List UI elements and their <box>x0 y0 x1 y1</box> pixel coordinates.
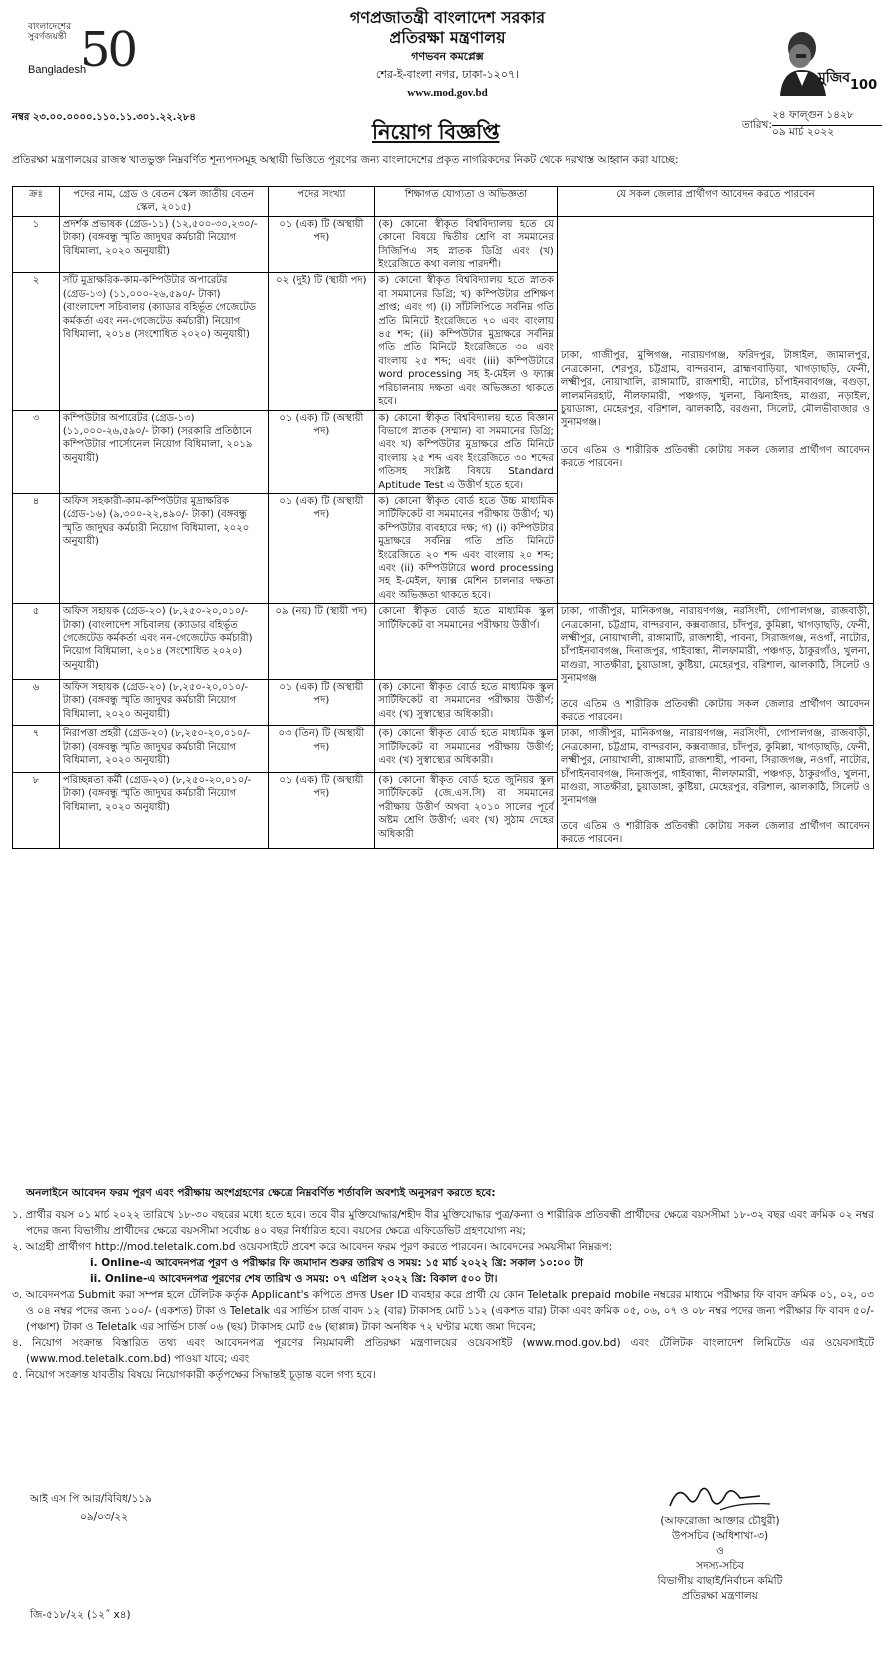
government-name: গণপ্রজাতন্ত্রী বাংলাদেশ সরকার <box>349 8 546 27</box>
header-serial: ক্রঃ <box>13 187 60 217</box>
date-english: ০৯ মার্চ ২০২২ <box>772 126 835 138</box>
row-serial: ৫ <box>13 604 60 680</box>
row-post: পরিচ্ছন্নতা কর্মী (গ্রেড-২০) (৮,২৫০-২০,০১০/- টাকা) (বঙ্গবন্ধু স্মৃতি জাদুঘর কর্মচারী নিয়োগ বিধিমালা, ২০২০ অনুযায়ী) <box>59 773 268 849</box>
print-reference: জি-৫১৮/২২ (১২˝ x৪) <box>30 1609 131 1621</box>
row-count: ০১ (এক) টি (অস্থায়ী পদ) <box>268 493 375 603</box>
header-qualification: শিক্ষাগত যোগ্যতা ও অভিজ্ঞতা <box>375 187 558 217</box>
row-post: নিরাপত্তা প্রহরী (গ্রেড-২০) (৮,২৫০-২০,০১০/- টাকা) (বঙ্গবন্ধু স্মৃতি জাদুঘর কর্মচারী নিয়োগ বিধিমালা, ২০২০ অনুযায়ী) <box>59 726 268 773</box>
rule-item: ১. প্রার্থীর বয়স ০১ মার্চ ২০২২ তারিখে ১৮-৩০ বছরের মধ্যে হতে হবে। তবে বীর মুক্তিযোদ্ধার/শহীদ বীর মুক্তিযোদ্ধার পুত্র/কন্যা ও শারীরিক প্রতিবন্ধী প্রার্থীদের ক্ষেত্রে বয়সসীমা ১৮-৩২ বছর এবং ক্রমিক ০২ নম্বর পদের জন্য বিভাগীয় প্রার্থীদের ক্ষেত্রে বয়সসীমা সর্বোচ্চ ৪০ বছর নির্ধারিত হবে। বয়সের ক্ষেত্রে এফিডেভিট গ্রহণযোগ্য নয়; <box>12 1209 874 1237</box>
districts-cell-group-b <box>557 604 873 726</box>
committee-name: বিভাগীয় বাছাই/নির্বাচন কমিটি <box>657 1575 783 1587</box>
districts-cell-group-a <box>557 216 873 603</box>
date-bangla: ২৪ ফাল্গুন ১৪২৮ <box>772 108 882 126</box>
header-count: পদের সংখ্যা <box>268 187 375 217</box>
row-count: ০১ (এক) টি (অস্থায়ী পদ) <box>268 216 375 273</box>
quota-note-b: তবে এতিম ও শারীরিক প্রতিবন্ধী কোটায় সকল জেলার প্রার্থীগণ আবেদন করতে পারবেন। <box>560 698 870 724</box>
rule-item: ৫. নিয়োগ সংক্রান্ত যাবতীয় বিষয়ে নিয়োগকারী কর্তৃপক্ষের সিদ্ধান্তই চূড়ান্ত বলে গণ্য হবে। <box>12 1369 376 1381</box>
rule-item: ২. আগ্রহী প্রার্থীগণ http://mod.teletalk.com.bd ওয়েবসাইটে প্রবেশ করে আবেদন ফরম পূরণ করতে পারবেন। আবেদনের সময়সীমা নিম্নরূপ: <box>12 1241 613 1253</box>
row-qualification: ক) কোনো স্বীকৃত বোর্ড হতে উচ্চ মাধ্যমিক সার্টিফিকেট বা সমমানের পরীক্ষায় উত্তীর্ণ; খ) কম্পিউটার ব্যবহারে দক্ষ; গ) (i) কম্পিউটার মুদ্রাক্ষরে সর্বনিম্ন গতি প্রতি মিনিটে ইংরেজিতে ২০ শব্দ এবং বাংলায় ২০ শব্দ; এবং (ii) কম্পিউটারে word processing সহ ই-মেইল, ফ্যাক্স মেশিন চালনার দক্ষতা এবং অভিজ্ঞতা থাকতে হবে। <box>375 493 558 603</box>
row-post: অফিস সহায়ক (গ্রেড-২০) (৮,২৫০-২০,০১০/- টাকা) (বঙ্গবন্ধু স্মৃতি জাদুঘর কর্মচারী নিয়োগ বিধিমালা, ২০২০ অনুযায়ী) <box>59 679 268 726</box>
rule-item: ৪. নিয়োগ সংক্রান্ত বিস্তারিত তথ্য এবং আবেদনপত্র পূরণের নিয়মাবলী প্রতিরক্ষা মন্ত্রণালয়ের ওয়েবসাইট (www.mod.gov.bd) এবং টেলিটক বাংলাদেশ লিমিটেড এর ওয়েবসাইটে (www.mod.teletalk.com.bd) পাওয়া যাবে; এবং <box>12 1337 874 1365</box>
districts-cell-group-c <box>557 726 873 848</box>
ministry-name: প্রতিরক্ষা মন্ত্রণালয় <box>389 28 506 47</box>
row-post: অফিস সহকারী-কাম-কম্পিউটার মুদ্রাক্ষরিক (গ্রেড-১৬) (৯,৩০০-২২,৪৯০/- টাকা) (বঙ্গবন্ধু স্মৃতি জাদুঘর কর্মচারী নিয়োগ বিধিমালা, ২০২০ অনুযায়ী) <box>59 493 268 603</box>
row-count: ০৯ (নয়) টি (স্থায়ী পদ) <box>268 604 375 680</box>
row-count: ০৩ (তিন) টি (অস্থায়ী পদ) <box>268 726 375 773</box>
quota-note-a: তবে এতিম ও শারীরিক প্রতিবন্ধী কোটায় সকল জেলার প্রার্থীগণ আবেদন করতে পারবেন। <box>560 444 870 470</box>
logo-caption: বাংলাদেশের সুবর্ণজয়ন্তী <box>28 22 72 42</box>
logo-country: Bangladesh <box>28 64 87 76</box>
letterhead <box>270 8 625 102</box>
mujib-borsho-logo <box>770 26 880 96</box>
row-count: ০২ (দুই) টি (স্থায়ী পদ) <box>268 273 375 410</box>
districts-list-c: ঢাকা, গাজীপুর, মানিকগঞ্জ, নারায়ণগঞ্জ, নরসিংদী, গোপালগঞ্জ, রাজবাড়ী, নেত্রকোনা, চট্টগ্রাম, বান্দরবান, কক্সবাজার, চাঁদপুর, কুমিল্লা, খাগড়াছড়ি, ফেনী, লক্ষ্মীপুর, নোয়াখালী, রাঙ্গামাটি, রাজশাহী, পাবনা, সিরাজগঞ্জ, নওগাঁ, নাটোর, চাঁপাইনবাবগঞ্জ, দিনাজপুর, গাইবান্ধা, নীলফামারী, পঞ্চগড়, ঠাকুরগাঁও, খুলনা, মাগুরা, সাতক্ষীরা, চুয়াডাঙ্গা, কুষ্টিয়া, মেহেরপুর, বরিশাল, ঝালকাঠি, সিলেট ও সুনামগঞ্জ <box>560 728 870 807</box>
row-post: কম্পিউটার অপারেটর (গ্রেড-১৩) (১১,০০০-২৬,৫৯০/- টাকা) (সরকারি প্রতিষ্ঠানে কম্পিউটার পার্সোনেল নিয়োগ বিধিমালা, ২০১৯ অনুযায়ী) <box>59 410 268 493</box>
row-serial: ৬ <box>13 679 60 726</box>
rules-list <box>12 1207 874 1383</box>
row-serial: ৩ <box>13 410 60 493</box>
row-post: সাঁট মুদ্রাক্ষরিক-কাম-কম্পিউটার অপারেটর (গ্রেড-১৩) (১১,০০০-২৬,৫৯০/- টাকা) (বাংলাদেশ সচিবালয় (ক্যাডার বহির্ভূত গেজেটেড কর্মকর্তা এবং নন-গেজেটেড কর্মচারী) নিয়োগ বিধিমালা, ২০১৪ (সংশোধিত ২০২০) অনুযায়ী) <box>59 273 268 410</box>
row-serial: ৪ <box>13 493 60 603</box>
table-header-row <box>13 187 874 217</box>
rule-subitem: i. Online-এ আবেদনপত্র পূরণ ও পরীক্ষার ফি জমাদান শুরুর তারিখ ও সময়: ১৫ মার্চ ২০২২ খ্রি: সকাল ১০:০০ টা <box>90 1257 584 1269</box>
row-serial: ৭ <box>13 726 60 773</box>
memo-number: নম্বর ২৩.০০.০০০০.১১০.১১.৩০১.২২.২৮৪ <box>12 112 196 123</box>
row-qualification: ক) কোনো স্বীকৃত বিশ্ববিদ্যালয় হতে স্নাতক বা সমমানের ডিগ্রি; খ) কম্পিউটার প্রশিক্ষণ প্রাপ্ত; এবং গ) (i) সাঁটলিপিতে সর্বনিম্ন গতি প্রতি মিনিটে ইংরেজিতে ৭০ এবং বাংলায় ৪৫ শব্দ; (ii) কম্পিউটার মুদ্রাক্ষরে সর্বনিম্ন গতি প্রতি মিনিটে ইংরেজিতে ৩০ এবং বাংলায় ২৫ শব্দ; এবং (iii) কম্পিউটারে word processing সহ ই-মেইল ও ফ্যাক্স পরিচালনায় দক্ষতা এবং অভিজ্ঞতা থাকতে হবে। <box>375 273 558 410</box>
header <box>0 8 895 100</box>
districts-list-b: ঢাকা, গাজীপুর, মানিকগঞ্জ, নারায়ণগঞ্জ, নরসিংদী, গোপালগঞ্জ, রাজবাড়ী, নেত্রকোনা, চট্টগ্রাম, বান্দরবান, কক্সবাজার, চাঁদপুর, কুমিল্লা, খাগড়াছড়ি, ফেনী, লক্ষ্মীপুর, নোয়াখালী, রাঙ্গামাটি, রাজশাহী, পাবনা, সিরাজগঞ্জ, নওগাঁ, নাটোর, চাঁপাইনবাবগঞ্জ, দিনাজপুর, গাইবান্ধা, নীলফামারী, পঞ্চগড়, ঠাকুরগাঁও, খুলনা, মাগুরা, সাতক্ষীরা, চুয়াডাঙ্গা, কুষ্টিয়া, মেহেরপুর, বরিশাল, ঝালকাঠি, সিলেট ও সুনামগঞ্জ <box>560 606 870 685</box>
notice-title-text: নিয়োগ বিজ্ঞপ্তি <box>372 120 500 144</box>
footer <box>0 1480 895 1650</box>
signature-icon <box>660 1480 780 1514</box>
notice-title <box>372 116 500 151</box>
row-qualification: (ক) কোনো স্বীকৃত বোর্ড হতে মাধ্যমিক স্কুল সার্টিফিকেট বা সমমানের পরীক্ষায় উত্তীর্ণ; এবং (খ) সুস্বাস্থ্যের অধিকারী। <box>375 726 558 773</box>
row-post: প্রদর্শক প্রভাষক (গ্রেড-১১) (১২,৫০০-৩০,২৩০/- টাকা) (বঙ্গবন্ধু স্মৃতি জাদুঘর কর্মচারী নিয়োগ বিধিমালা, ২০২০ অনুযায়ী) <box>59 216 268 273</box>
header-post: পদের নাম, গ্রেড ও বেতন স্কেল জাতীয় বেতন স্কেল, ২০১৫) <box>59 187 268 217</box>
reference-row <box>12 108 882 148</box>
intro-paragraph: প্রতিরক্ষা মন্ত্রণালয়ের রাজস্ব খাতভুক্ত নিম্নবর্ণিত শূন্যপদসমূহ অস্থায়ী ভিত্তিতে পূরণের জন্য বাংলাদেশের প্রকৃত নাগরিকদের নিকট থেকে দরখাস্ত আহ্বান করা যাচ্ছে: <box>12 154 679 166</box>
table-row <box>13 216 874 273</box>
mujib-text: মুজিব <box>818 70 851 86</box>
rule-subitem: ii. Online-এ আবেদনপত্র পূরণের শেষ তারিখ ও সময়: ০৭ এপ্রিল ২০২২ খ্রি: বিকাল ৫০০ টা। <box>90 1273 498 1285</box>
row-post: অফিস সহায়ক (গ্রেড-২০) (৮,২৫০-২০,০১০/- টাকা) (বাংলাদেশ সচিবালয় (ক্যাডার বহির্ভূত গেজেটেড কর্মকর্তা এবং নন-গেজেটেড কর্মচারী) নিয়োগ বিধিমালা, ২০১৪ (সংশোধিত ২০২০) অনুযায়ী) <box>59 604 268 680</box>
table-row <box>13 604 874 680</box>
districts-list-a: ঢাকা, গাজীপুর, মুন্সিগঞ্জ, নারায়ণগঞ্জ, ফরিদপুর, টাঙ্গাইল, জামালপুর, নেত্রকোনা, শেরপুর, চট্টগ্রাম, বান্দরবান, ব্রাহ্মণবাড়িয়া, খাগড়াছড়ি, ফেনী, লক্ষ্মীপুর, নোয়াখালি, রাঙ্গামাটি, রাজশাহী, নাটোর, চাঁপাইনবাবগঞ্জ, বগুড়া, লালমনিরহাট, নীলফামারী, পঞ্চগড়, খুলনা, ঝিনাইদহ, মাগুরা, নড়াইল, চুয়াডাঙ্গা, মেহেরপুর, বরিশাল, ঝালকাঠি, বরগুনা, সিলেট, মৌলভীবাজার ও সুনামগঞ্জ। <box>560 350 870 429</box>
quota-note-c: তবে এতিম ও শারীরিক প্রতিবন্ধী কোটায় সকল জেলার প্রার্থীগণ আবেদন করতে পারবেন। <box>560 820 870 846</box>
row-qualification: ক) কোনো স্বীকৃত বিশ্ববিদ্যালয় হতে বিজ্ঞান বিভাগে স্নাতক (সম্মান) বা সমমানের ডিগ্রি; এবং খ) কম্পিউটার মুদ্রাক্ষরে প্রতি মিনিটে বাংলায় ২৫ শব্দ এবং ইংরেজিতে ৩০ শব্দের গতিসহ সংশ্লিষ্ট বিষয়ে Standard Aptitude Test এ উত্তীর্ণ হতে হবে। <box>375 410 558 493</box>
rules-heading: অনলাইনে আবেদন ফরম পূরণ এবং পরীক্ষায় অংশগ্রহণের ক্ষেত্রে নিম্নবর্ণিত শর্তাবলি অবশ্যই অনুসরণ করতে হবে: <box>26 1187 496 1199</box>
logo-fifty: 50 <box>80 22 136 78</box>
signer-role: সদস্য-সচিব <box>696 1560 744 1572</box>
row-count: ০১ (এক) টি (অস্থায়ী পদ) <box>268 410 375 493</box>
header-districts: যে সকল জেলার প্রার্থীগণ আবেদন করতে পারবেন <box>557 187 873 217</box>
row-serial: ৮ <box>13 773 60 849</box>
conjunction: ও <box>716 1545 724 1557</box>
row-count: ০১ (এক) টি (অস্থায়ী পদ) <box>268 679 375 726</box>
golden-jubilee-logo <box>28 22 136 88</box>
signer-ministry: প্রতিরক্ষা মন্ত্রণালয় <box>682 1590 758 1602</box>
row-serial: ২ <box>13 273 60 410</box>
signer-title: উপসচিব (অধিশাখা-৩) <box>671 1530 769 1542</box>
vacancy-table <box>12 186 874 849</box>
application-rules <box>12 1185 874 1383</box>
address: শের-ই-বাংলা নগর, ঢাকা-১২০৭। <box>375 68 520 81</box>
row-count: ০১ (এক) টি (অস্থায়ী পদ) <box>268 773 375 849</box>
date-label: তারিখ: <box>741 119 772 131</box>
signer-name: (আফরোজা আক্তার চৌধুরী) <box>660 1515 780 1527</box>
table-row <box>13 726 874 773</box>
ispr-reference: আই এস পি আর/বিবিধ/১১৯ <box>30 1493 152 1505</box>
office-location: গণভবন কমপ্লেক্স <box>411 50 484 63</box>
row-serial: ১ <box>13 216 60 273</box>
row-qualification: (ক) কোনো স্বীকৃত বোর্ড হতে জুনিয়র স্কুল সার্টিফিকেট (জে.এস.সি) বা সমমানের পরীক্ষায় উত্তীর্ণ অথবা ২০১০ সালের পূর্বে অষ্টম শ্রেণি উত্তীর্ণ; এবং (খ) সুঠাম দেহের অধিকারী <box>375 773 558 849</box>
ispr-date: ০৯/০৩/২২ <box>80 1511 129 1523</box>
row-qualification: (ক) কোনো স্বীকৃত বিশ্ববিদ্যালয় হতে যে কোনো বিষয়ে দ্বিতীয় শ্রেণি বা সমমানের সিজিপিএ সহ স্নাতক ডিগ্রি এবং (খ) ইংরেজিতে কথা বলায় পারদর্শী। <box>375 216 558 273</box>
signature-block <box>600 1480 840 1604</box>
row-qualification: কোনো স্বীকৃত বোর্ড হতে মাধ্যমিক স্কুল সার্টিফিকেট বা সমমানের পরীক্ষায় উত্তীর্ণ। <box>375 604 558 680</box>
mujib-number: 100 <box>850 78 878 93</box>
website: www.mod.gov.bd <box>407 87 488 99</box>
rule-item: ৩. আবেদনপত্র Submit করা সম্পন্ন হলে টেলিটক কর্তৃক Applicant's কপিতে প্রদত্ত User ID ব্যবহার করে প্রার্থী যে কোন Teletalk prepaid mobile নম্বরের মাধ্যমে পরীক্ষার ফি বাবদ ক্রমিক ০১, ০২, ০৩ ও ০৪ নম্বর পদের জন্য ১০০/- (একশত) টাকা ও Teletalk এর সার্ভিস চার্জ বাবদ ১২ (বার) টাকাসহ মোট ১১২ (একশত বার) টাকা এবং ক্রমিক ০৫, ০৬, ০৭ ও ০৮ নম্বর পদের জন্য পরীক্ষার ফি বাবদ ৫০/- (পঞ্চাশ) টাকা ও Teletalk এর সার্ভিস চার্জ ০৬ (ছয়) টাকাসহ মোট ৫৬ (ছাপ্পান্ন) টাকা অনধিক ৭২ ঘণ্টার মধ্যে জমা দিবেন; <box>12 1289 874 1333</box>
row-qualification: (ক) কোনো স্বীকৃত বোর্ড হতে মাধ্যমিক স্কুল সার্টিফিকেট বা সমমানের পরীক্ষায় উত্তীর্ণ; এবং (খ) সুস্বাস্থ্যের অধিকারী। <box>375 679 558 726</box>
